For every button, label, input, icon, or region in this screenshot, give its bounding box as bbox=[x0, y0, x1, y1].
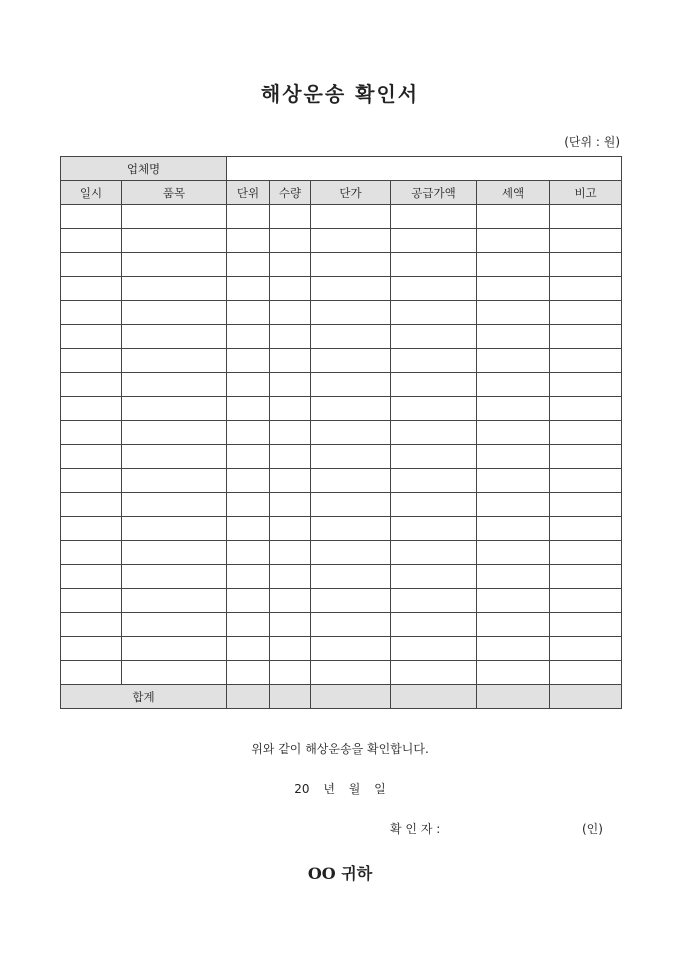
table-cell[interactable] bbox=[550, 445, 622, 469]
table-cell[interactable] bbox=[550, 277, 622, 301]
table-row bbox=[61, 637, 622, 661]
confirmer-label: 확 인 자 : bbox=[390, 822, 441, 836]
table-cell[interactable] bbox=[550, 349, 622, 373]
table-cell[interactable] bbox=[477, 421, 550, 445]
table-cell[interactable] bbox=[122, 325, 227, 349]
table-cell[interactable] bbox=[227, 325, 270, 349]
table-cell[interactable] bbox=[477, 613, 550, 637]
table-row bbox=[61, 349, 622, 373]
table-cell[interactable] bbox=[550, 253, 622, 277]
table-cell[interactable] bbox=[227, 421, 270, 445]
table-row bbox=[61, 421, 622, 445]
table-cell[interactable] bbox=[311, 541, 391, 565]
table-cell[interactable] bbox=[270, 421, 311, 445]
table-cell[interactable] bbox=[391, 517, 477, 541]
table-cell[interactable] bbox=[270, 469, 311, 493]
total-cell bbox=[227, 685, 270, 709]
table-cell[interactable] bbox=[311, 205, 391, 229]
table-cell[interactable] bbox=[550, 397, 622, 421]
table-cell[interactable] bbox=[550, 517, 622, 541]
addressee: OO 귀하 bbox=[307, 864, 373, 883]
table-cell[interactable] bbox=[122, 421, 227, 445]
table-cell[interactable] bbox=[61, 277, 122, 301]
column-header-supply-amount: 공급가액 bbox=[391, 181, 477, 205]
table-cell[interactable] bbox=[61, 517, 122, 541]
table-cell[interactable] bbox=[122, 589, 227, 613]
table-cell[interactable] bbox=[477, 517, 550, 541]
table-cell[interactable] bbox=[61, 229, 122, 253]
table-cell[interactable] bbox=[391, 565, 477, 589]
table-cell[interactable] bbox=[477, 301, 550, 325]
table-cell[interactable] bbox=[391, 373, 477, 397]
total-cell bbox=[550, 685, 622, 709]
table-cell[interactable] bbox=[227, 541, 270, 565]
table-cell[interactable] bbox=[227, 493, 270, 517]
table-cell[interactable] bbox=[311, 589, 391, 613]
column-header-unit: 단위 bbox=[227, 181, 270, 205]
table-cell[interactable] bbox=[122, 205, 227, 229]
table-cell[interactable] bbox=[61, 205, 122, 229]
table-cell[interactable] bbox=[61, 589, 122, 613]
table-row bbox=[61, 661, 622, 685]
total-cell bbox=[477, 685, 550, 709]
table-cell[interactable] bbox=[391, 445, 477, 469]
table-cell[interactable] bbox=[122, 277, 227, 301]
table-cell[interactable] bbox=[391, 397, 477, 421]
table-cell[interactable] bbox=[61, 349, 122, 373]
table-cell[interactable] bbox=[122, 637, 227, 661]
table-row bbox=[61, 373, 622, 397]
table-cell[interactable] bbox=[477, 589, 550, 613]
column-header-date: 일시 bbox=[61, 181, 122, 205]
table-cell[interactable] bbox=[61, 637, 122, 661]
table-cell[interactable] bbox=[311, 277, 391, 301]
table-cell[interactable] bbox=[477, 349, 550, 373]
table-cell[interactable] bbox=[391, 637, 477, 661]
table-cell[interactable] bbox=[122, 373, 227, 397]
table-cell[interactable] bbox=[61, 613, 122, 637]
table-cell[interactable] bbox=[270, 325, 311, 349]
table-cell[interactable] bbox=[477, 637, 550, 661]
table-cell[interactable] bbox=[122, 229, 227, 253]
table-cell[interactable] bbox=[311, 661, 391, 685]
table-cell[interactable] bbox=[477, 493, 550, 517]
document-title: 해상운송 확인서 bbox=[260, 82, 420, 106]
table-cell[interactable] bbox=[391, 205, 477, 229]
table-cell[interactable] bbox=[227, 229, 270, 253]
table-cell[interactable] bbox=[227, 445, 270, 469]
table-cell[interactable] bbox=[122, 349, 227, 373]
table-cell[interactable] bbox=[122, 565, 227, 589]
company-row bbox=[61, 157, 622, 181]
table-cell[interactable] bbox=[550, 301, 622, 325]
table-cell[interactable] bbox=[391, 349, 477, 373]
table-cell[interactable] bbox=[477, 373, 550, 397]
table-cell[interactable] bbox=[227, 301, 270, 325]
table-cell[interactable] bbox=[477, 469, 550, 493]
table-cell[interactable] bbox=[311, 229, 391, 253]
date-line: 20 년 월 일 bbox=[294, 782, 386, 796]
table-row bbox=[61, 445, 622, 469]
table-cell[interactable] bbox=[270, 277, 311, 301]
table-cell[interactable] bbox=[311, 325, 391, 349]
table-cell[interactable] bbox=[122, 541, 227, 565]
table-row bbox=[61, 205, 622, 229]
table-cell[interactable] bbox=[311, 421, 391, 445]
table-cell[interactable] bbox=[122, 469, 227, 493]
table-row bbox=[61, 493, 622, 517]
table-cell[interactable] bbox=[122, 301, 227, 325]
column-header-row bbox=[61, 181, 622, 205]
table-cell[interactable] bbox=[227, 349, 270, 373]
table-cell[interactable] bbox=[311, 253, 391, 277]
table-cell[interactable] bbox=[227, 469, 270, 493]
table-row bbox=[61, 469, 622, 493]
table-cell[interactable] bbox=[270, 589, 311, 613]
table-cell[interactable] bbox=[270, 445, 311, 469]
table-cell[interactable] bbox=[270, 661, 311, 685]
unit-note: (단위 : 원) bbox=[564, 135, 620, 149]
table-cell[interactable] bbox=[311, 613, 391, 637]
table-cell[interactable] bbox=[311, 349, 391, 373]
table-row bbox=[61, 541, 622, 565]
table-cell[interactable] bbox=[61, 253, 122, 277]
column-header-item: 품목 bbox=[122, 181, 227, 205]
table-cell[interactable] bbox=[477, 325, 550, 349]
table-cell[interactable] bbox=[122, 493, 227, 517]
table-cell[interactable] bbox=[391, 469, 477, 493]
table-cell[interactable] bbox=[391, 541, 477, 565]
table-cell[interactable] bbox=[550, 565, 622, 589]
table-row bbox=[61, 397, 622, 421]
table-cell[interactable] bbox=[391, 493, 477, 517]
table-cell[interactable] bbox=[227, 277, 270, 301]
column-header-quantity: 수량 bbox=[270, 181, 311, 205]
table-cell[interactable] bbox=[61, 541, 122, 565]
table-row bbox=[61, 565, 622, 589]
table-cell[interactable] bbox=[477, 229, 550, 253]
shipping-table bbox=[60, 156, 622, 709]
table-cell[interactable] bbox=[391, 661, 477, 685]
column-header-remarks: 비고 bbox=[550, 181, 622, 205]
table-cell[interactable] bbox=[122, 613, 227, 637]
table-cell[interactable] bbox=[550, 421, 622, 445]
table-cell[interactable] bbox=[270, 205, 311, 229]
table-cell[interactable] bbox=[227, 589, 270, 613]
table-cell[interactable] bbox=[61, 445, 122, 469]
column-header-unit-price: 단가 bbox=[311, 181, 391, 205]
table-cell[interactable] bbox=[122, 661, 227, 685]
table-cell[interactable] bbox=[227, 517, 270, 541]
table-cell[interactable] bbox=[270, 493, 311, 517]
company-label: 업체명 bbox=[61, 157, 227, 181]
table-cell[interactable] bbox=[270, 373, 311, 397]
table-cell[interactable] bbox=[227, 637, 270, 661]
table-cell[interactable] bbox=[311, 301, 391, 325]
table-cell[interactable] bbox=[550, 205, 622, 229]
table-cell[interactable] bbox=[61, 661, 122, 685]
table-cell[interactable] bbox=[311, 493, 391, 517]
table-cell[interactable] bbox=[270, 637, 311, 661]
table-row bbox=[61, 277, 622, 301]
table-cell[interactable] bbox=[61, 469, 122, 493]
table-cell[interactable] bbox=[61, 421, 122, 445]
total-cell bbox=[270, 685, 311, 709]
table-cell[interactable] bbox=[61, 373, 122, 397]
table-row bbox=[61, 613, 622, 637]
table-cell[interactable] bbox=[391, 613, 477, 637]
table-cell[interactable] bbox=[550, 613, 622, 637]
table-cell[interactable] bbox=[550, 589, 622, 613]
table-cell[interactable] bbox=[550, 541, 622, 565]
table-cell[interactable] bbox=[270, 541, 311, 565]
table-cell[interactable] bbox=[311, 517, 391, 541]
table-cell[interactable] bbox=[270, 349, 311, 373]
total-row bbox=[61, 685, 622, 709]
table-cell[interactable] bbox=[550, 637, 622, 661]
table-cell[interactable] bbox=[122, 397, 227, 421]
table-cell[interactable] bbox=[122, 517, 227, 541]
table-row bbox=[61, 589, 622, 613]
total-cell bbox=[391, 685, 477, 709]
table-row bbox=[61, 301, 622, 325]
column-header-tax: 세액 bbox=[477, 181, 550, 205]
table-row bbox=[61, 517, 622, 541]
total-label: 합계 bbox=[61, 685, 227, 709]
table-row bbox=[61, 229, 622, 253]
table-cell[interactable] bbox=[122, 445, 227, 469]
table-cell[interactable] bbox=[477, 541, 550, 565]
table-cell[interactable] bbox=[122, 253, 227, 277]
table-cell[interactable] bbox=[227, 613, 270, 637]
table-cell[interactable] bbox=[391, 421, 477, 445]
table-cell[interactable] bbox=[391, 277, 477, 301]
table-cell[interactable] bbox=[391, 229, 477, 253]
table-cell[interactable] bbox=[477, 205, 550, 229]
table-cell[interactable] bbox=[550, 373, 622, 397]
table-row bbox=[61, 325, 622, 349]
table-cell[interactable] bbox=[61, 301, 122, 325]
table-cell[interactable] bbox=[270, 229, 311, 253]
table-cell[interactable] bbox=[311, 373, 391, 397]
table-cell[interactable] bbox=[61, 565, 122, 589]
table-cell[interactable] bbox=[391, 325, 477, 349]
table-cell[interactable] bbox=[227, 661, 270, 685]
table-cell[interactable] bbox=[227, 253, 270, 277]
table-cell[interactable] bbox=[477, 565, 550, 589]
table-cell[interactable] bbox=[311, 397, 391, 421]
table-cell[interactable] bbox=[311, 445, 391, 469]
table-cell[interactable] bbox=[270, 301, 311, 325]
table-cell[interactable] bbox=[270, 397, 311, 421]
table-cell[interactable] bbox=[477, 253, 550, 277]
table-cell[interactable] bbox=[270, 565, 311, 589]
table-cell[interactable] bbox=[391, 589, 477, 613]
table-cell[interactable] bbox=[311, 469, 391, 493]
table-row bbox=[61, 253, 622, 277]
table-cell[interactable] bbox=[550, 325, 622, 349]
company-value-cell[interactable] bbox=[227, 157, 622, 181]
table-cell[interactable] bbox=[477, 661, 550, 685]
table-cell[interactable] bbox=[477, 397, 550, 421]
table-cell[interactable] bbox=[227, 205, 270, 229]
table-cell[interactable] bbox=[270, 253, 311, 277]
total-cell bbox=[311, 685, 391, 709]
table-cell[interactable] bbox=[270, 613, 311, 637]
table-cell[interactable] bbox=[477, 277, 550, 301]
table-cell[interactable] bbox=[311, 637, 391, 661]
table-cell[interactable] bbox=[391, 301, 477, 325]
confirmation-statement: 위와 같이 해상운송을 확인합니다. bbox=[251, 742, 429, 756]
table-cell[interactable] bbox=[550, 469, 622, 493]
table-cell[interactable] bbox=[227, 565, 270, 589]
table-cell[interactable] bbox=[227, 397, 270, 421]
table-cell[interactable] bbox=[391, 253, 477, 277]
table-cell[interactable] bbox=[61, 493, 122, 517]
table-cell[interactable] bbox=[550, 493, 622, 517]
table-cell[interactable] bbox=[270, 517, 311, 541]
table-cell[interactable] bbox=[61, 325, 122, 349]
seal-mark: (인) bbox=[582, 822, 603, 836]
table-cell[interactable] bbox=[311, 565, 391, 589]
table-cell[interactable] bbox=[550, 661, 622, 685]
table-cell[interactable] bbox=[227, 373, 270, 397]
table-cell[interactable] bbox=[61, 397, 122, 421]
table-cell[interactable] bbox=[477, 445, 550, 469]
table-cell[interactable] bbox=[550, 229, 622, 253]
